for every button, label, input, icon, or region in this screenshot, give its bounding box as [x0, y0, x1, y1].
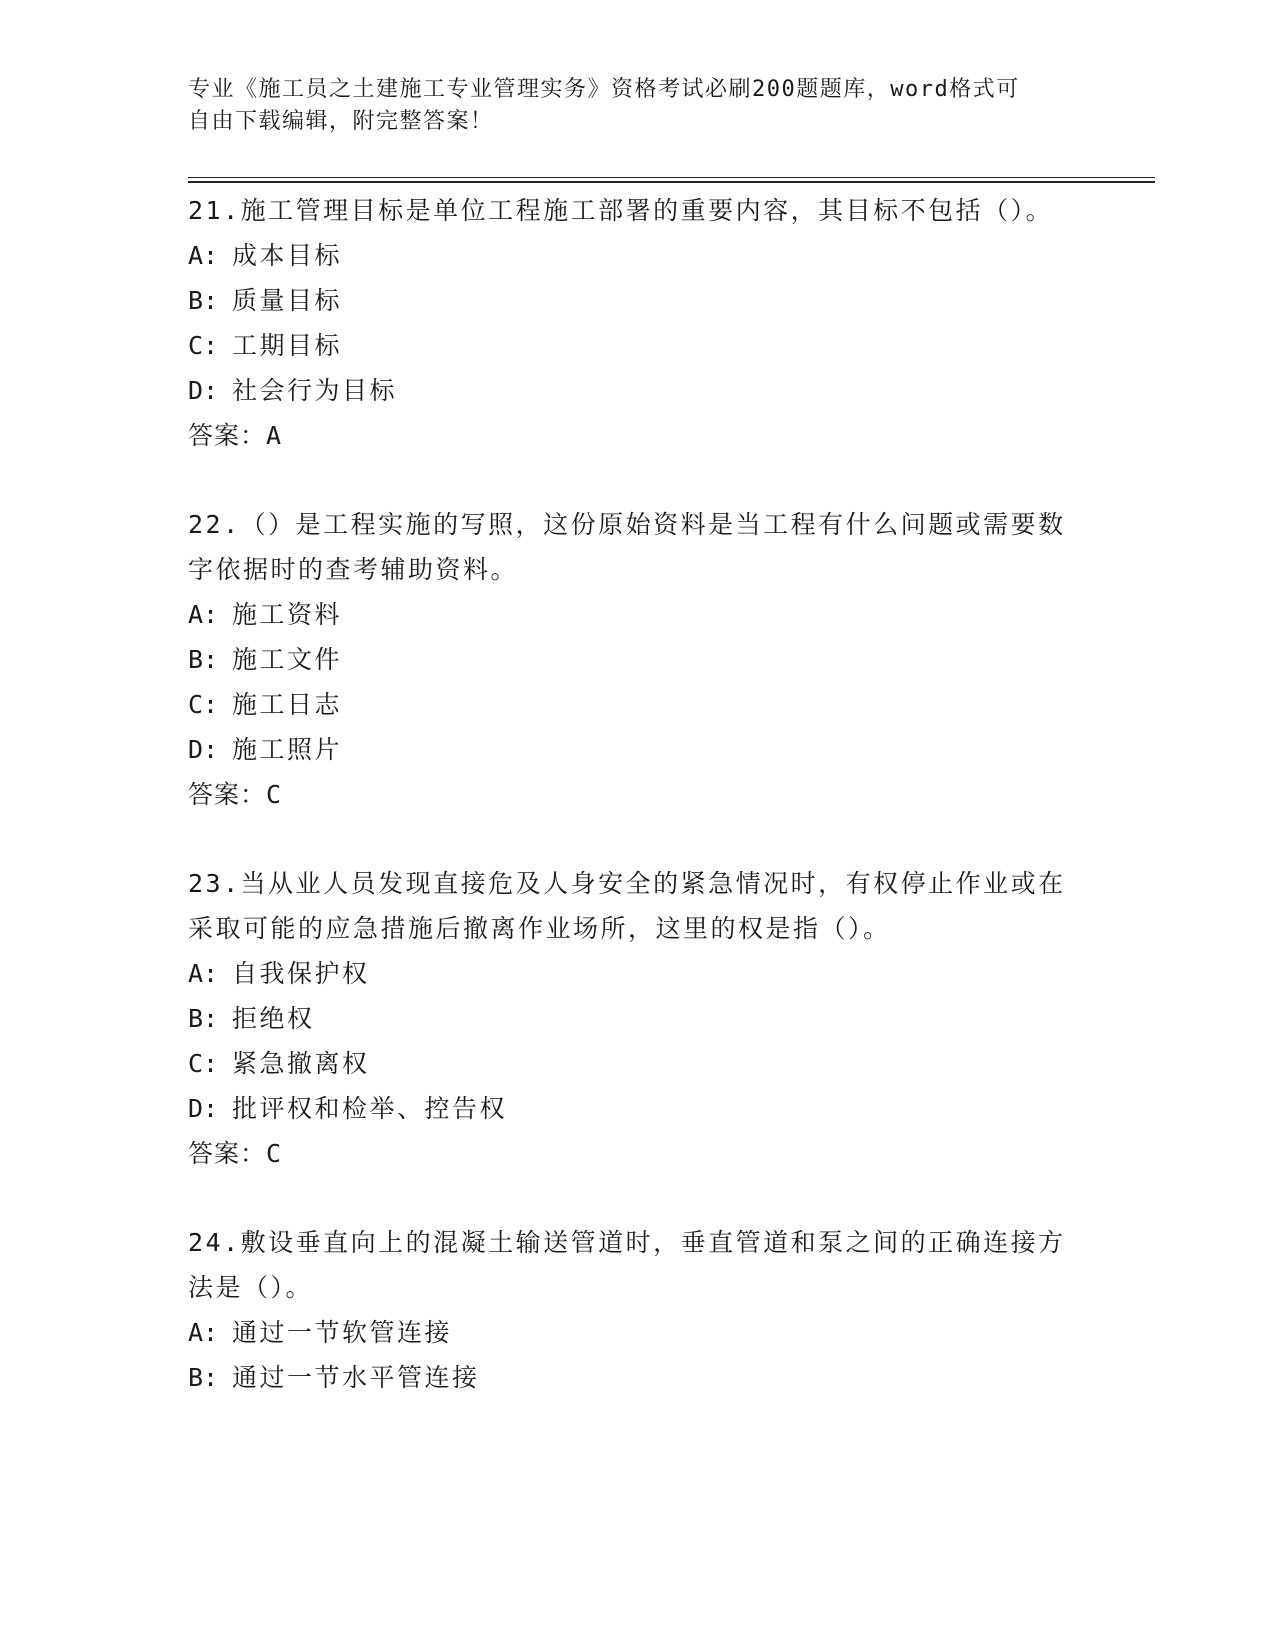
option-text: 拒绝权 — [232, 1004, 315, 1033]
answer-line: 答案：C — [188, 1139, 283, 1168]
header-line-1: 专业《施工员之土建施工专业管理实务》资格考试必刷200题题库，word格式可 — [188, 77, 1020, 102]
option-a — [188, 1310, 1088, 1355]
option-letter: A: — [188, 959, 219, 988]
question-21 — [188, 188, 1088, 458]
option-text: 通过一节软管连接 — [232, 1318, 453, 1347]
option-letter: A: — [188, 241, 219, 270]
header-divider-thin — [188, 177, 1155, 178]
option-b — [188, 996, 1088, 1041]
option-text: 社会行为目标 — [232, 376, 398, 405]
question-stem: 21.施工管理目标是单位工程施工部署的重要内容，其目标不包括（）。 — [188, 196, 1054, 225]
option-d — [188, 368, 1088, 413]
option-letter: D: — [188, 376, 219, 405]
question-23 — [188, 861, 1088, 1176]
option-text: 质量目标 — [232, 286, 343, 315]
answer-line: 答案：A — [188, 421, 283, 450]
question-stem: 24.敷设垂直向上的混凝土输送管道时，垂直管道和泵之间的正确连接方法是（）。 — [188, 1228, 1066, 1302]
option-letter: B: — [188, 286, 219, 315]
option-text: 施工日志 — [232, 690, 343, 719]
option-letter: B: — [188, 645, 219, 674]
option-text: 通过一节水平管连接 — [232, 1363, 480, 1392]
option-letter: C: — [188, 1049, 219, 1078]
header-line-2: 自由下载编辑，附完整答案！ — [188, 109, 494, 134]
question-22 — [188, 502, 1088, 817]
option-text: 施工文件 — [232, 645, 343, 674]
header-divider-thick — [188, 181, 1155, 183]
option-b — [188, 1355, 1088, 1400]
option-text: 自我保护权 — [232, 959, 370, 988]
option-text: 施工资料 — [232, 600, 343, 629]
question-stem: 23.当从业人员发现直接危及人身安全的紧急情况时，有权停止作业或在采取可能的应急措施后撤离作业场所，这里的权是指（）。 — [188, 869, 1066, 943]
question-stem: 22.（）是工程实施的写照，这份原始资料是当工程有什么问题或需要数字依据时的查考辅助资料。 — [188, 510, 1066, 584]
option-letter: C: — [188, 331, 219, 360]
option-text: 成本目标 — [232, 241, 343, 270]
option-b — [188, 278, 1088, 323]
option-c — [188, 1041, 1088, 1086]
option-b — [188, 637, 1088, 682]
option-letter: D: — [188, 735, 219, 764]
document-header — [188, 74, 1068, 138]
option-a — [188, 233, 1088, 278]
option-d — [188, 1086, 1088, 1131]
option-c — [188, 323, 1088, 368]
question-24 — [188, 1220, 1088, 1400]
option-text: 批评权和检举、控告权 — [232, 1094, 508, 1123]
option-letter: A: — [188, 600, 219, 629]
option-text: 工期目标 — [232, 331, 343, 360]
option-letter: D: — [188, 1094, 219, 1123]
option-d — [188, 727, 1088, 772]
option-letter: C: — [188, 690, 219, 719]
question-list — [188, 188, 1088, 1444]
answer-line: 答案：C — [188, 780, 283, 809]
option-letter: A: — [188, 1318, 219, 1347]
option-text: 紧急撤离权 — [232, 1049, 370, 1078]
option-a — [188, 951, 1088, 996]
option-text: 施工照片 — [232, 735, 343, 764]
option-a — [188, 592, 1088, 637]
option-c — [188, 682, 1088, 727]
option-letter: B: — [188, 1004, 219, 1033]
option-letter: B: — [188, 1363, 219, 1392]
